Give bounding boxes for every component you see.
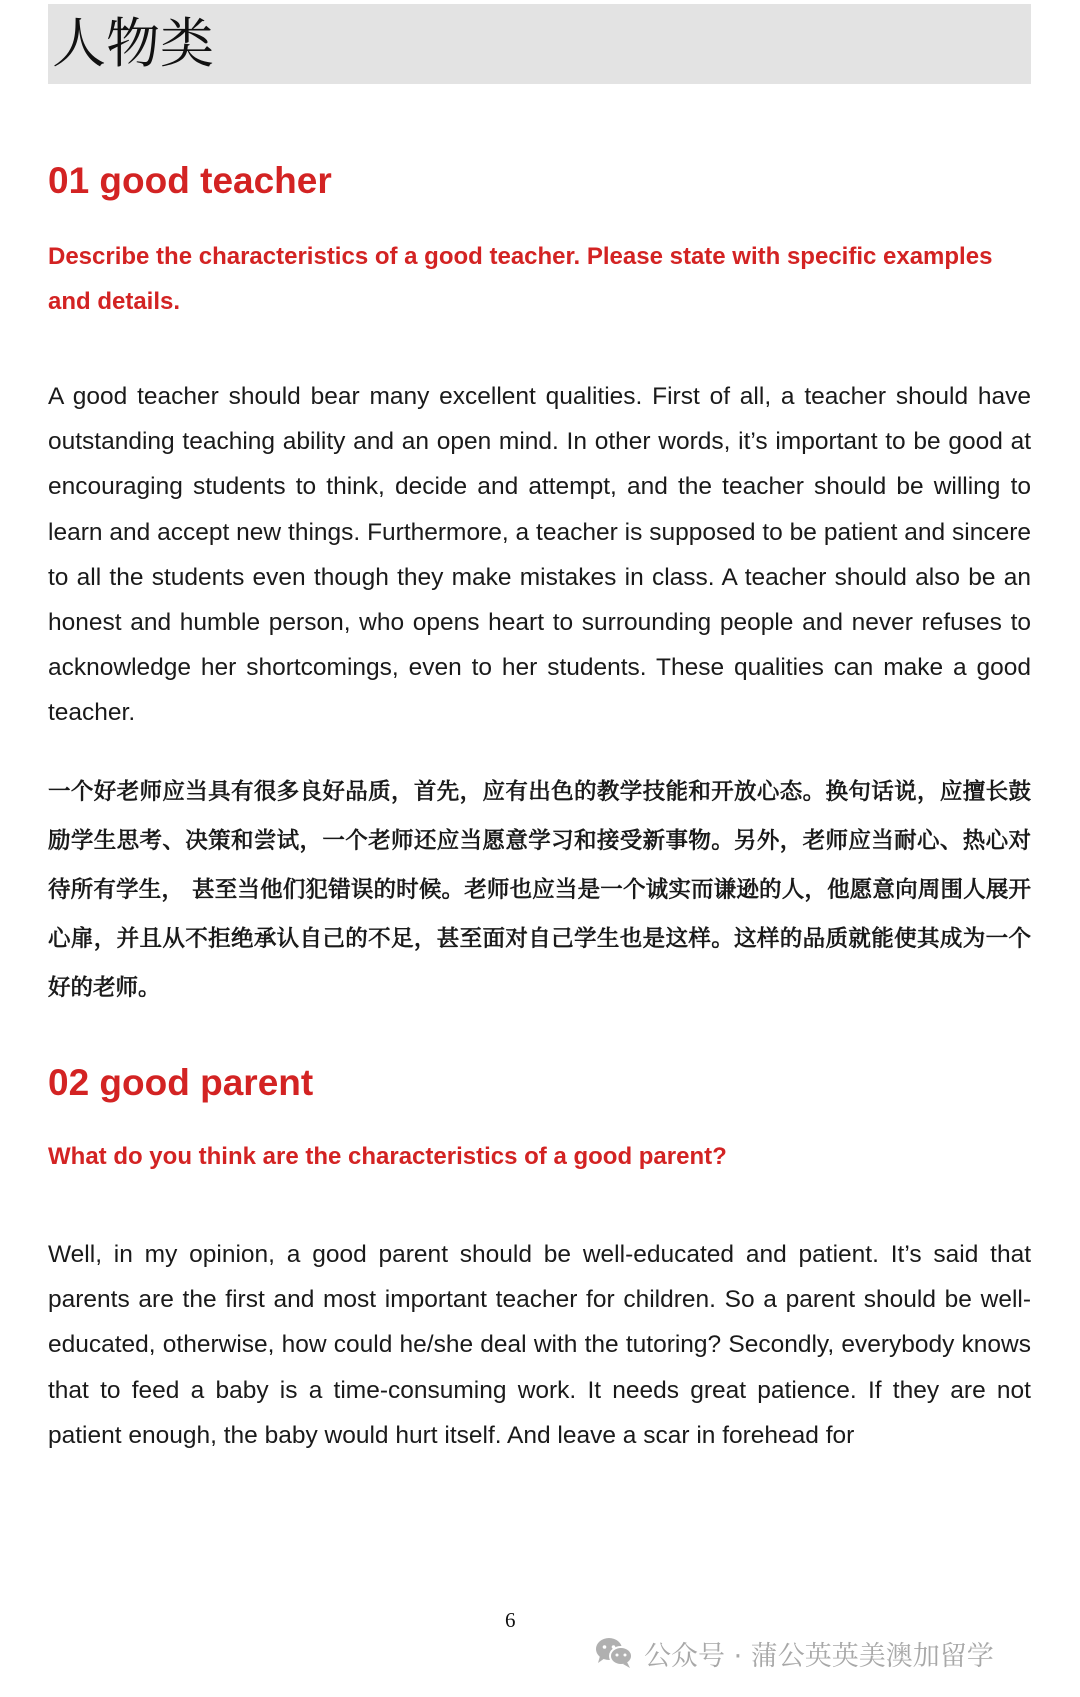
watermark bbox=[594, 1628, 994, 1678]
prompt-good-parent: What do you think are the characteristics of a good parent? bbox=[48, 1143, 727, 1170]
answer-en-good-teacher: A good teacher should bear many excellent qualities. First of all, a teacher should have outstanding teaching ability and an open mind. In other words, it’s important to be good at encouraging students to think, decide and attempt, and the teacher should be willing to learn and accept new things. Furthermore, a teacher is supposed to be patient and sincere to all the students even though they make mistakes in class. A teacher should also be an honest and humble person, who opens heart to surrounding people and never refuses to acknowledge her shortcomings, even to her students. These qualities can make a good teacher. bbox=[48, 383, 1031, 727]
category-title: 人物类 bbox=[52, 12, 214, 75]
section-title-good-parent: 02 good parent bbox=[48, 1062, 314, 1103]
section-title-good-teacher: 01 good teacher bbox=[48, 160, 332, 201]
prompt-good-teacher: Describe the characteristics of a good teacher. Please state with specific examples and details. bbox=[48, 243, 993, 315]
category-header-bar bbox=[48, 4, 1031, 84]
answer-en-good-parent: Well, in my opinion, a good parent should be well-educated and patient. It’s said that parents are the first and most important teacher for children. So a parent should be well-educated, otherwise, how could he/she deal with the tutoring? Secondly, everybody knows that to feed a baby is a time-consuming work. It needs great patience. If they are not patient enough, the baby would hurt itself. And leave a scar in forehead for bbox=[48, 1241, 1031, 1449]
answer-cn-good-teacher: 一个好老师应当具有很多良好品质，首先，应有出色的教学技能和开放心态。换句话说，应擅长鼓励学生思考、决策和尝试，一个老师还应当愿意学习和接受新事物。另外，老师应当耐心、热心对待所有学生， 甚至当他们犯错误的时候。老师也应当是一个诚实而谦逊的人，他愿意向周围人展开心扉，并且从不拒绝承认自己的不足，甚至面对自己学生也是这样。这样的品质就能使其成为一个好的老师。 bbox=[48, 779, 1031, 1001]
watermark-text: 公众号 · 蒲公英英美澳加留学 bbox=[644, 1640, 994, 1672]
wechat-icon bbox=[594, 1636, 634, 1670]
page-number: 6 bbox=[505, 1608, 516, 1632]
